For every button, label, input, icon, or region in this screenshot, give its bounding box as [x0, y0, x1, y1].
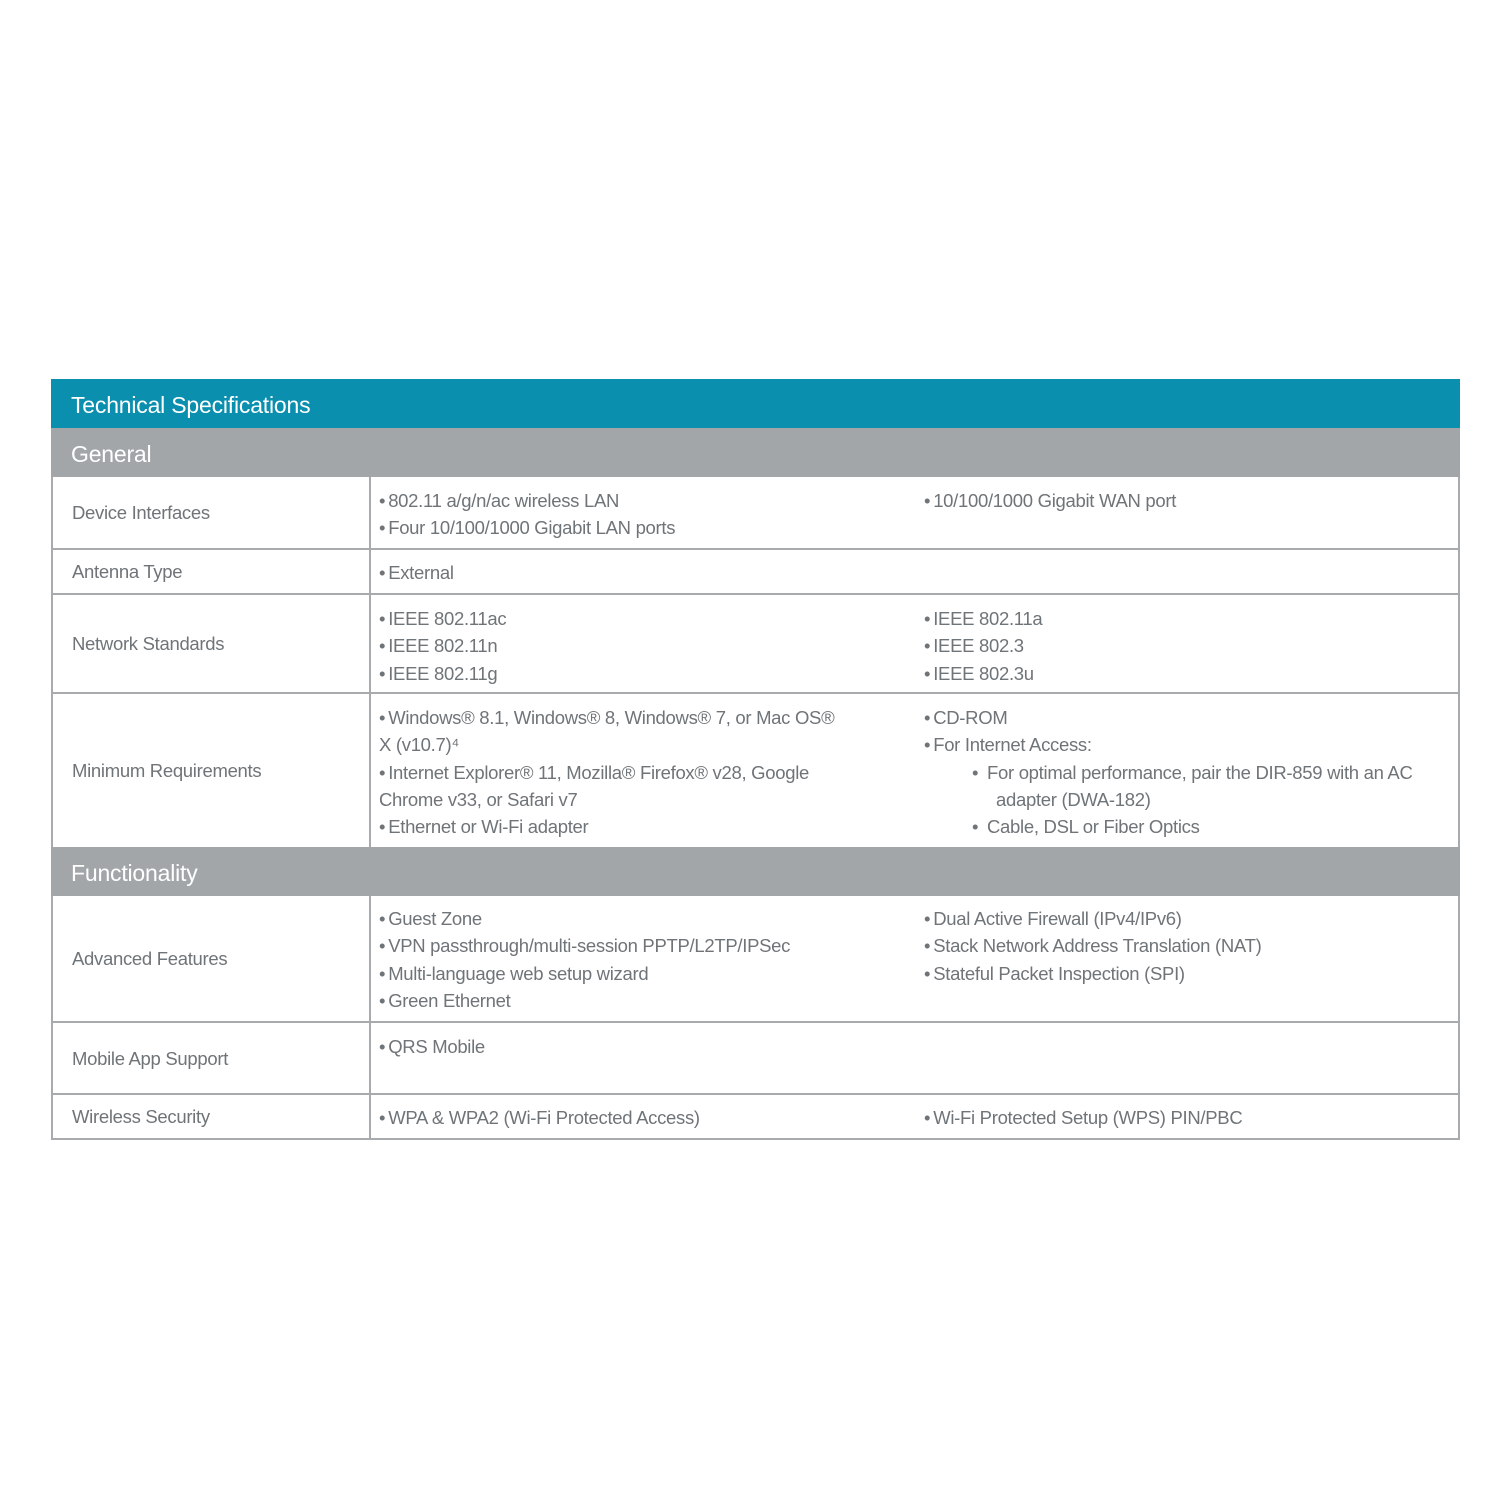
section-header-functionality: Functionality — [51, 847, 1460, 896]
list-item: • IEEE 802.3u — [924, 662, 1034, 684]
list-item: • IEEE 802.11ac — [379, 608, 507, 629]
row-label: Network Standards — [53, 595, 371, 692]
row-values-right — [915, 1023, 1458, 1093]
section-rows-functionality — [51, 896, 1460, 1140]
list-item: • CD-ROM — [924, 707, 1008, 728]
list-item: • WPA & WPA2 (Wi-Fi Protected Access) — [379, 1107, 700, 1128]
row-label: Mobile App Support — [53, 1023, 371, 1093]
list-item: • Green Ethernet — [379, 989, 511, 1011]
list-item: • Four 10/100/1000 Gigabit LAN ports — [379, 517, 676, 539]
row-values-left — [371, 477, 915, 548]
row-values-left — [371, 896, 915, 1021]
list-item: • IEEE 802.11g — [379, 662, 498, 684]
list-item: • Multi-language web setup wizard — [379, 962, 649, 984]
row-values-right — [915, 1095, 1458, 1138]
list-item: • Wi-Fi Protected Setup (WPS) PIN/PBC — [924, 1107, 1243, 1128]
list-subitem: • For optimal performance, pair the DIR-859 with an AC adapter (DWA-182) — [972, 761, 1413, 810]
spec-row-mobile-app-support — [53, 1023, 1458, 1095]
list-item: • Windows® 8.1, Windows® 8, Windows® 7, or Mac OS® X (v10.7)⁴ — [379, 707, 835, 756]
row-values-right — [915, 896, 1458, 1021]
row-values-left — [371, 1095, 915, 1138]
list-item: • IEEE 802.3 — [924, 635, 1024, 657]
row-values-right — [915, 550, 1458, 593]
list-item: • IEEE 802.11n — [379, 635, 498, 657]
table-title: Technical Specifications — [51, 379, 1460, 428]
list-subitem: • Cable, DSL or Fiber Optics — [972, 816, 1200, 838]
spec-row-antenna-type — [53, 550, 1458, 595]
row-values-right — [915, 694, 1458, 847]
list-item: • External — [379, 562, 454, 583]
row-label: Device Interfaces — [53, 477, 371, 548]
list-item: • Internet Explorer® 11, Mozilla® Firefox® v28, Google Chrome v33, or Safari v7 — [379, 761, 810, 810]
spec-row-minimum-requirements — [53, 694, 1458, 847]
row-values-left — [371, 1023, 915, 1093]
row-label: Advanced Features — [53, 896, 371, 1021]
row-values-right — [915, 595, 1458, 692]
list-item: • Ethernet or Wi-Fi adapter — [379, 816, 589, 838]
spec-row-wireless-security — [53, 1095, 1458, 1140]
list-item: • 10/100/1000 Gigabit WAN port — [924, 490, 1177, 511]
spec-table — [51, 379, 1460, 1140]
list-item: • VPN passthrough/multi-session PPTP/L2TP/IPSec — [379, 935, 791, 957]
list-item: • For Internet Access: — [924, 734, 1092, 756]
section-rows-general — [51, 477, 1460, 847]
row-values-right — [915, 477, 1458, 548]
row-values-left — [371, 550, 915, 593]
row-label: Antenna Type — [53, 550, 371, 593]
list-item: • IEEE 802.11a — [924, 608, 1043, 629]
list-item: • Guest Zone — [379, 908, 482, 929]
spec-row-device-interfaces — [53, 477, 1458, 550]
row-values-left — [371, 694, 915, 847]
list-item: • Dual Active Firewall (IPv4/IPv6) — [924, 908, 1182, 929]
list-item: • Stateful Packet Inspection (SPI) — [924, 962, 1185, 984]
list-item: • Stack Network Address Translation (NAT) — [924, 935, 1262, 957]
spec-row-network-standards — [53, 595, 1458, 694]
spec-row-advanced-features — [53, 896, 1458, 1023]
row-values-left — [371, 595, 915, 692]
row-label: Minimum Requirements — [53, 694, 371, 847]
list-item: • 802.11 a/g/n/ac wireless LAN — [379, 490, 620, 511]
row-label: Wireless Security — [53, 1095, 371, 1138]
section-header-general: General — [51, 428, 1460, 477]
list-item: • QRS Mobile — [379, 1036, 485, 1057]
